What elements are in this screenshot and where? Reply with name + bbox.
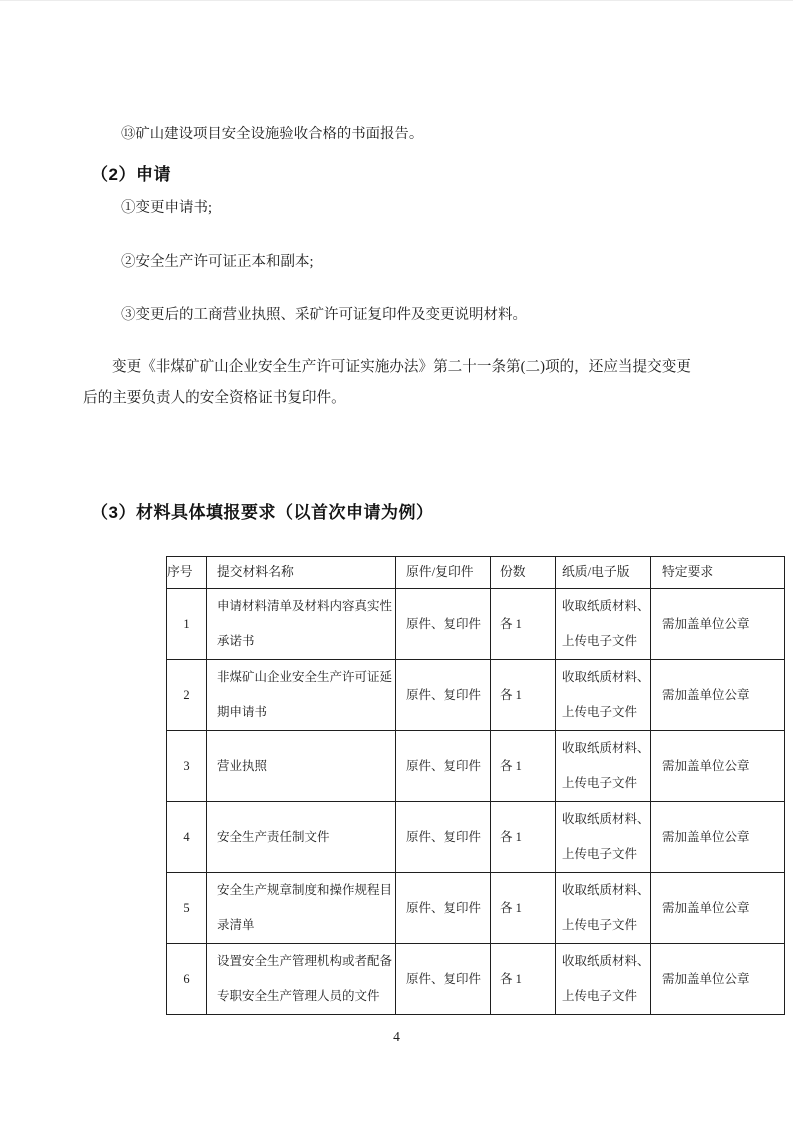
cell-original: 原件、复印件	[396, 660, 491, 731]
cell-no: 2	[167, 660, 207, 731]
cell-count: 各 1	[491, 589, 556, 660]
table-row	[167, 731, 785, 802]
cell-no: 1	[167, 589, 207, 660]
cell-name: 非煤矿山企业安全生产许可证延期申请书	[207, 660, 396, 731]
cell-format: 收取纸质材料、上传电子文件	[556, 944, 651, 1015]
cell-special: 需加盖单位公章	[651, 731, 785, 802]
list-item-3: ③变更后的工商营业执照、采矿许可证复印件及变更说明材料。	[121, 307, 527, 323]
cell-name: 安全生产责任制文件	[207, 802, 396, 873]
list-item-13: ⑬矿山建设项目安全设施验收合格的书面报告。	[121, 126, 424, 142]
cell-no: 3	[167, 731, 207, 802]
table-row	[167, 944, 785, 1015]
cell-format: 收取纸质材料、上传电子文件	[556, 873, 651, 944]
cell-special: 需加盖单位公章	[651, 660, 785, 731]
cell-format: 收取纸质材料、上传电子文件	[556, 731, 651, 802]
cell-name: 安全生产规章制度和操作规程目录清单	[207, 873, 396, 944]
page-number: 4	[393, 1029, 400, 1044]
cell-special: 需加盖单位公章	[651, 802, 785, 873]
section-heading-2-apply: （2）申请	[91, 165, 171, 184]
cell-original: 原件、复印件	[396, 802, 491, 873]
table-row	[167, 873, 785, 944]
cell-format: 收取纸质材料、上传电子文件	[556, 802, 651, 873]
cell-count: 各 1	[491, 944, 556, 1015]
cell-original: 原件、复印件	[396, 589, 491, 660]
section-heading-3-materials: （3）材料具体填报要求（以首次申请为例）	[91, 503, 434, 522]
list-item-1: ①变更申请书;	[121, 200, 213, 216]
header-count: 份数	[491, 557, 556, 589]
cell-count: 各 1	[491, 802, 556, 873]
table-row	[167, 802, 785, 873]
list-item-2: ②安全生产许可证正本和副本;	[121, 254, 314, 270]
header-no: 序号	[167, 557, 207, 589]
cell-name: 营业执照	[207, 731, 396, 802]
table-row	[167, 589, 785, 660]
materials-table	[166, 556, 785, 1015]
cell-original: 原件、复印件	[396, 944, 491, 1015]
cell-name: 申请材料清单及材料内容真实性承诺书	[207, 589, 396, 660]
cell-special: 需加盖单位公章	[651, 589, 785, 660]
cell-original: 原件、复印件	[396, 731, 491, 802]
table-row	[167, 660, 785, 731]
cell-format: 收取纸质材料、上传电子文件	[556, 660, 651, 731]
header-format: 纸质/电子版	[556, 557, 651, 589]
cell-no: 5	[167, 873, 207, 944]
cell-name: 设置安全生产管理机构或者配备专职安全生产管理人员的文件	[207, 944, 396, 1015]
cell-format: 收取纸质材料、上传电子文件	[556, 589, 651, 660]
cell-special: 需加盖单位公章	[651, 944, 785, 1015]
header-special: 特定要求	[651, 557, 785, 589]
header-original: 原件/复印件	[396, 557, 491, 589]
header-name: 提交材料名称	[207, 557, 396, 589]
table-header-row	[167, 557, 785, 589]
cell-special: 需加盖单位公章	[651, 873, 785, 944]
cell-no: 4	[167, 802, 207, 873]
cell-no: 6	[167, 944, 207, 1015]
body-paragraph: 变更《非煤矿矿山企业安全生产许可证实施办法》第二十一条第(二)项的，还应当提交变更后的主要负责人的安全资格证书复印件。	[83, 359, 691, 406]
cell-count: 各 1	[491, 731, 556, 802]
cell-original: 原件、复印件	[396, 873, 491, 944]
cell-count: 各 1	[491, 660, 556, 731]
cell-count: 各 1	[491, 873, 556, 944]
